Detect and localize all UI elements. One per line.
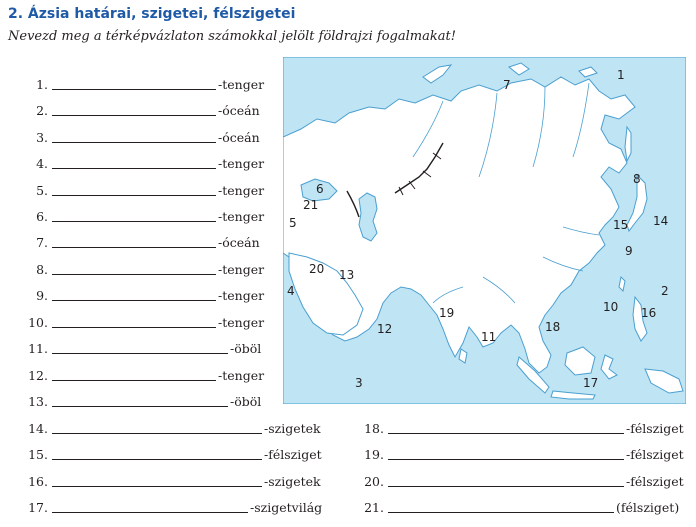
item-suffix: -tenger	[218, 262, 265, 277]
item-number: 8.	[36, 262, 48, 277]
answer-blank[interactable]	[388, 499, 614, 513]
item-suffix: -félsziget	[264, 447, 322, 462]
answer-blank[interactable]	[52, 261, 216, 275]
answer-row-14	[0, 418, 321, 436]
asia-outline-map	[283, 57, 686, 404]
answer-blank[interactable]	[52, 155, 216, 169]
item-number: 4.	[36, 156, 48, 171]
map-label-4: 4	[287, 284, 295, 298]
item-number: 3.	[36, 130, 48, 145]
item-number: 11.	[28, 341, 48, 356]
item-suffix: -tenger	[218, 77, 265, 92]
answer-row-20	[362, 471, 684, 489]
answer-blank[interactable]	[52, 102, 216, 116]
answer-row-7	[0, 232, 260, 250]
map-label-16: 16	[641, 306, 657, 320]
answer-blank[interactable]	[52, 182, 216, 196]
map-label-13: 13	[339, 268, 355, 282]
map-svg	[283, 57, 686, 404]
answer-row-3	[0, 127, 260, 145]
map-label-3: 3	[355, 376, 363, 390]
item-number: 2.	[36, 103, 48, 118]
answer-row-13	[0, 391, 261, 409]
answer-blank[interactable]	[52, 420, 262, 434]
item-number: 18.	[364, 421, 384, 436]
item-number: 20.	[364, 474, 384, 489]
answer-blank[interactable]	[52, 499, 248, 513]
item-suffix: -félsziget	[626, 447, 684, 462]
map-label-10: 10	[603, 300, 619, 314]
item-number: 12.	[28, 368, 48, 383]
item-number: 10.	[28, 315, 48, 330]
answer-blank[interactable]	[52, 446, 262, 460]
item-number: 15.	[28, 447, 48, 462]
answer-row-19	[362, 444, 684, 462]
instruction: Nevezd meg a térképvázlaton számokkal jelölt földrajzi fogalmakat!	[8, 29, 456, 44]
answer-row-10	[0, 312, 264, 330]
item-number: 16.	[28, 474, 48, 489]
answer-blank[interactable]	[52, 287, 216, 301]
answer-row-12	[0, 365, 264, 383]
map-label-5: 5	[289, 216, 297, 230]
item-number: 7.	[36, 235, 48, 250]
item-suffix: -tenger	[218, 288, 265, 303]
item-number: 13.	[28, 394, 48, 409]
map-label-11: 11	[481, 330, 497, 344]
map-label-19: 19	[439, 306, 455, 320]
answer-row-1	[0, 74, 264, 92]
map-label-2: 2	[661, 284, 669, 298]
answer-blank[interactable]	[388, 446, 624, 460]
item-suffix: -szigetek	[264, 474, 321, 489]
map-label-21: 21	[303, 198, 319, 212]
map-label-8: 8	[633, 172, 641, 186]
map-label-1: 1	[617, 68, 625, 82]
answer-blank[interactable]	[52, 208, 216, 222]
map-label-20: 20	[309, 262, 325, 276]
item-number: 17.	[28, 500, 48, 515]
item-suffix: -óceán	[218, 235, 260, 250]
item-suffix: -óceán	[218, 103, 260, 118]
answer-row-11	[0, 338, 261, 356]
item-suffix: -tenger	[218, 156, 265, 171]
page-title: 2. Ázsia határai, szigetei, félszigetei	[8, 6, 296, 22]
answer-row-2	[0, 100, 260, 118]
item-suffix: -tenger	[218, 368, 265, 383]
map-label-7: 7	[503, 78, 511, 92]
answer-blank[interactable]	[52, 129, 216, 143]
answer-blank[interactable]	[52, 393, 228, 407]
answer-row-8	[0, 259, 264, 277]
item-suffix: -félsziget	[626, 421, 684, 436]
map-label-12: 12	[377, 322, 393, 336]
item-suffix: -tenger	[218, 183, 265, 198]
answer-row-17	[0, 497, 322, 515]
answer-blank[interactable]	[388, 473, 624, 487]
answer-row-15	[0, 444, 322, 462]
answer-row-9	[0, 285, 264, 303]
item-number: 5.	[36, 183, 48, 198]
item-number: 19.	[364, 447, 384, 462]
item-suffix: -tenger	[218, 315, 265, 330]
map-label-6: 6	[316, 182, 324, 196]
answer-row-21	[362, 497, 679, 515]
item-suffix: -óceán	[218, 130, 260, 145]
item-number: 9.	[36, 288, 48, 303]
answer-row-16	[0, 471, 321, 489]
item-suffix: (félsziget)	[616, 500, 680, 515]
item-suffix: -öböl	[230, 341, 262, 356]
answer-blank[interactable]	[52, 473, 262, 487]
map-label-14: 14	[653, 214, 669, 228]
item-suffix: -tenger	[218, 209, 265, 224]
answer-row-6	[0, 206, 264, 224]
item-number: 6.	[36, 209, 48, 224]
map-caspian-sea	[359, 193, 377, 241]
answer-row-4	[0, 153, 264, 171]
answer-blank[interactable]	[52, 314, 216, 328]
answer-row-18	[362, 418, 684, 436]
map-label-18: 18	[545, 320, 561, 334]
item-number: 21.	[364, 500, 384, 515]
answer-blank[interactable]	[52, 340, 228, 354]
item-suffix: -öböl	[230, 394, 262, 409]
answer-blank[interactable]	[52, 76, 216, 90]
item-suffix: -szigetvilág	[250, 500, 323, 515]
item-suffix: -szigetek	[264, 421, 321, 436]
map-label-17: 17	[583, 376, 599, 390]
answer-blank[interactable]	[388, 420, 624, 434]
answer-row-5	[0, 180, 264, 198]
map-label-15: 15	[613, 218, 629, 232]
answer-blank[interactable]	[52, 367, 216, 381]
item-number: 1.	[36, 77, 48, 92]
item-number: 14.	[28, 421, 48, 436]
answer-blank[interactable]	[52, 234, 216, 248]
map-label-9: 9	[625, 244, 633, 258]
item-suffix: -félsziget	[626, 474, 684, 489]
